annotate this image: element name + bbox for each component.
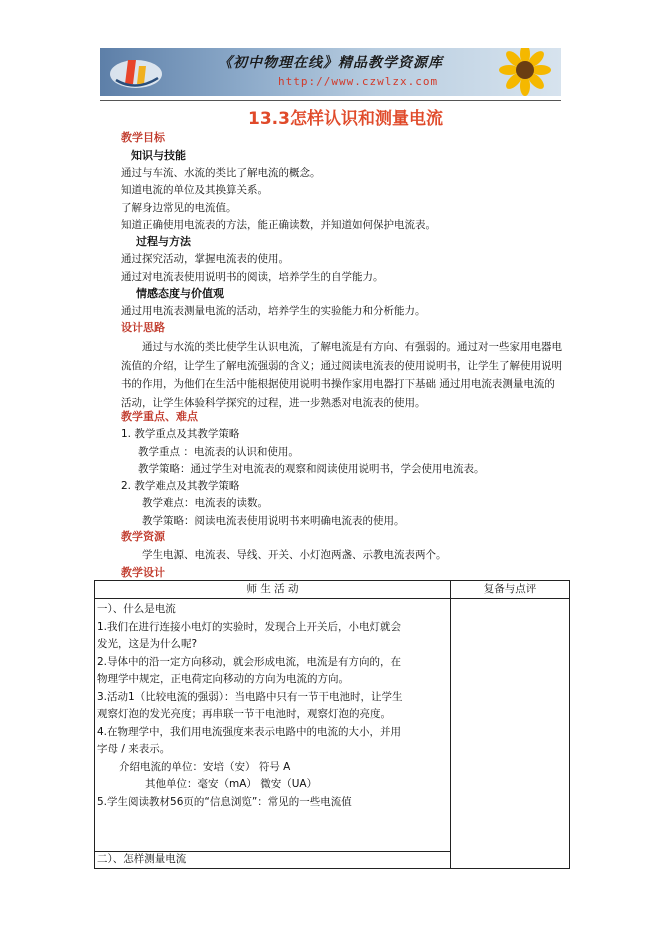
key-item: 教学难点：电流表的读数。	[142, 497, 268, 509]
key-item: 2. 教学难点及其教学策略	[121, 480, 240, 492]
table-line: 一）、什么是电流	[97, 603, 176, 615]
table-header-review: 复备与点评	[451, 581, 570, 599]
lesson-table	[94, 580, 570, 869]
knowledge-item: 了解身边常见的电流值。	[121, 202, 237, 214]
banner-divider	[100, 100, 561, 101]
knowledge-item: 知道电流的单位及其换算关系。	[121, 184, 268, 196]
knowledge-item: 通过与车流、水流的类比了解电流的概念。	[121, 167, 321, 179]
key-heading: 教学重点、难点	[121, 410, 198, 423]
key-item: 教学策略：通过学生对电流表的观察和阅读使用说明书，学会使用电流表。	[138, 463, 485, 475]
banner-url: http://www.czwlzx.com	[278, 75, 439, 88]
design-heading: 设计思路	[121, 321, 165, 334]
table-line: 字母 / 来表示。	[97, 743, 171, 755]
table-cell-review	[451, 599, 570, 869]
design-paragraph: 通过与水流的类比使学生认识电流，了解电流是有方向、有强弱的。通过对一些家用电器电流值的介绍，让学生了解电流强弱的含义；通过阅读电流表的使用说明书，让学生了解使用说明书的作用，为他们在生活中能根据使用说明书操作家用电器打下基础 通过用电流表测量电流的活动，让学生体验科学探究的过程，进一步熟悉对电流表的使用。	[121, 341, 562, 409]
goals-heading: 教学目标	[121, 131, 165, 144]
process-item: 通过对电流表使用说明书的阅读，培养学生的自学能力。	[121, 271, 384, 283]
table-cell-activities-2	[95, 852, 451, 869]
key-item: 教学重点 ：电流表的认识和使用。	[138, 446, 299, 458]
table-line: 4.在物理学中，我们用电流强度来表示电路中的电流的大小，并用	[97, 726, 402, 738]
banner-title: 《初中物理在线》精品教学资源库	[218, 55, 443, 71]
knowledge-item: 知道正确使用电流表的方法，能正确读数，并知道如何保护电流表。	[121, 219, 436, 231]
table-line: 1.我们在进行连接小电灯的实验时，发现合上开关后，小电灯就会	[97, 621, 402, 633]
resources-heading: 教学资源	[121, 530, 165, 543]
design2-heading: 教学设计	[121, 566, 165, 579]
resources-text: 学生电源、电流表、导线、开关、小灯泡两盏、示教电流表两个。	[142, 549, 447, 561]
attitude-item: 通过用电流表测量电流的活动，培养学生的实验能力和分析能力。	[121, 305, 426, 317]
table-line: 二）、怎样测量电流	[97, 853, 187, 865]
page-title: 13.3怎样认识和测量电流	[248, 109, 443, 129]
table-line: 3.活动1（比较电流的强弱）：当电路中只有一节干电池时，让学生	[97, 691, 403, 703]
table-line: 物理学中规定，正电荷定向移动的方向为电流的方向。	[97, 673, 349, 685]
attitude-heading: 情感态度与价值观	[136, 287, 224, 300]
table-line: 发光，这是为什么呢?	[97, 638, 198, 650]
logo-icon	[106, 52, 166, 92]
table-line: 其他单位：毫安（mA） 微安（UA）	[145, 778, 318, 790]
knowledge-heading: 知识与技能	[131, 149, 186, 162]
table-line: 观察灯泡的发光亮度；再串联一节干电池时，观察灯泡的亮度。	[97, 708, 391, 720]
header-banner	[100, 48, 561, 96]
key-item: 教学策略：阅读电流表使用说明书来明确电流表的使用。	[142, 515, 405, 527]
table-cell-activities	[95, 599, 451, 852]
process-item: 通过探究活动，掌握电流表的使用。	[121, 253, 289, 265]
process-heading: 过程与方法	[136, 235, 191, 248]
table-line: 介绍电流的单位：安培（安） 符号 A	[119, 761, 291, 773]
key-item: 1. 教学重点及其教学策略	[121, 428, 240, 440]
table-line: 2.导体中的沿一定方向移动，就会形成电流，电流是有方向的，在	[97, 656, 402, 668]
table-header-activities: 师 生 活 动	[95, 581, 451, 599]
sunflower-icon	[487, 48, 557, 96]
table-line: 5.学生阅读教材56页的“信息浏览”：常见的一些电流值	[97, 796, 352, 808]
